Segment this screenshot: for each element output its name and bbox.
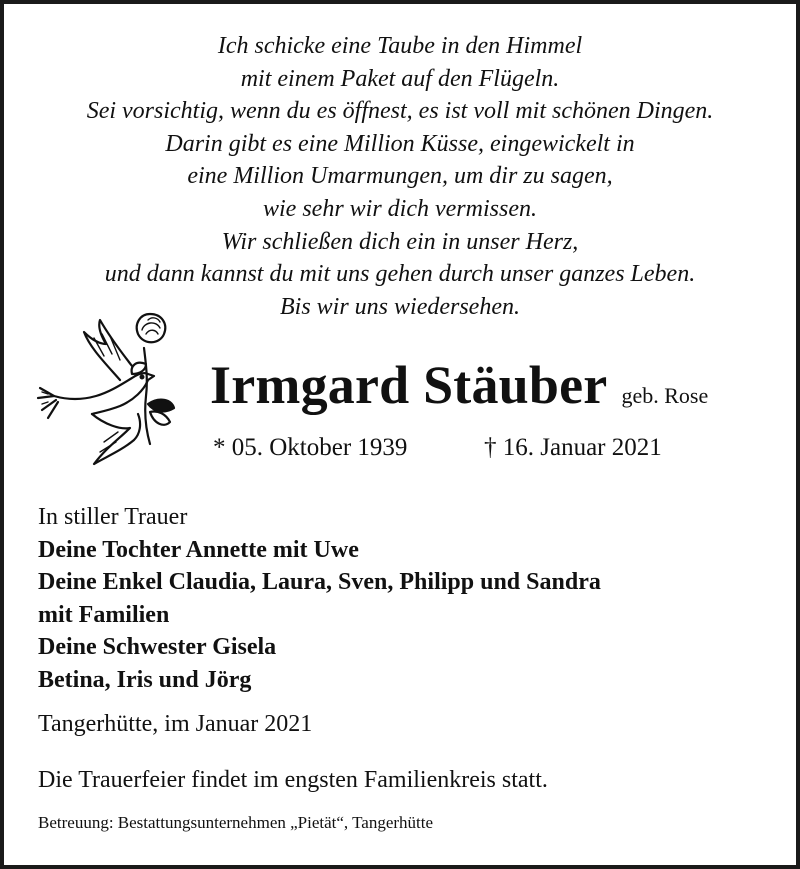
poem-line: wie sehr wir dich vermissen. [263, 195, 537, 222]
poem-line: mit einem Paket auf den Flügeln. [240, 65, 560, 92]
place-date: Tangerhütte, im Januar 2021 [38, 711, 313, 737]
poem-line: eine Million Umarmungen, um dir zu sagen, [187, 163, 613, 190]
poem-line: Darin gibt es eine Million Küsse, eingewickelt in [165, 130, 635, 157]
deceased-name-line [210, 354, 708, 416]
mourner-line: Deine Tochter Annette mit Uwe [38, 536, 359, 563]
mourners-block [38, 501, 601, 696]
mourner-line: mit Familien [38, 601, 170, 628]
mourner-line: Betina, Iris und Jörg [38, 666, 252, 693]
poem-line: Wir schließen dich ein in unser Herz, [221, 228, 579, 255]
poem-line: Bis wir uns wiedersehen. [280, 293, 520, 320]
mourning-intro: In stiller Trauer [38, 504, 188, 530]
poem [4, 30, 796, 323]
mourner-line: Deine Schwester Gisela [38, 634, 277, 660]
poem-line: und dann kannst du mit uns gehen durch unser ganzes Leben. [104, 261, 696, 288]
poem-line: Sei vorsichtig, wenn du es öffnest, es ist voll mit schönen Dingen. [86, 98, 714, 125]
maiden-name: geb. Rose [621, 383, 709, 408]
birth-date: * 05. Oktober 1939 [213, 434, 408, 461]
dove-with-rose-icon [34, 304, 194, 484]
poem-line: Ich schicke eine Taube in den Himmel [217, 33, 583, 59]
funeral-note: Die Trauerfeier findet im engsten Familienkreis statt. [38, 767, 548, 793]
care-note: Betreuung: Bestattungsunternehmen „Pietät“, Tangerhütte [38, 813, 434, 832]
death-date: † 16. Januar 2021 [484, 434, 662, 461]
deceased-name: Irmgard Stäuber [210, 355, 608, 415]
mourner-line: Deine Enkel Claudia, Laura, Sven, Philipp und Sandra [38, 569, 601, 595]
